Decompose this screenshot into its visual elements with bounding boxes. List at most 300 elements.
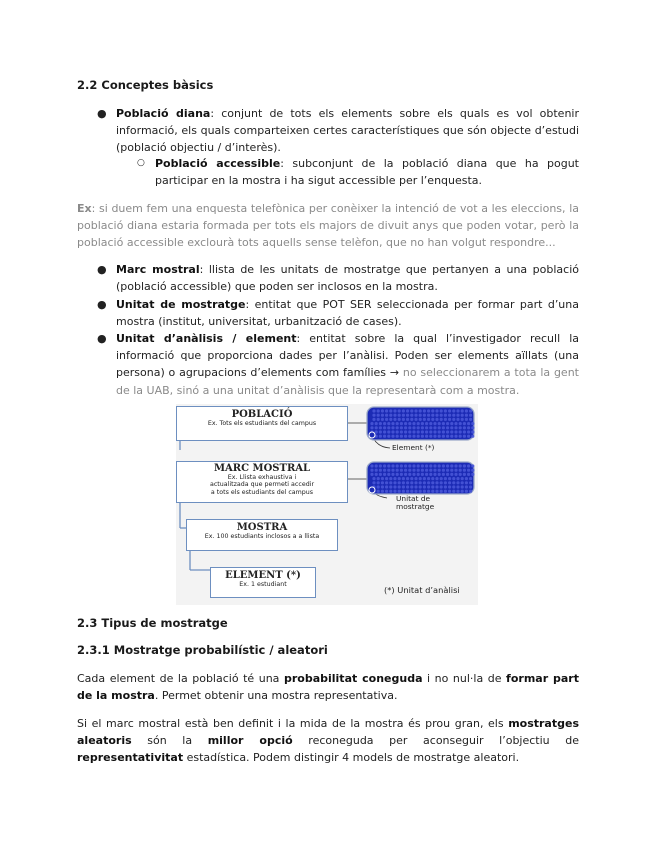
population-dot	[440, 485, 443, 488]
population-dot	[467, 469, 470, 472]
population-dot	[431, 418, 434, 421]
p1-bold-formar-part: formar part de la mostra	[77, 672, 579, 703]
population-dot	[425, 473, 428, 476]
population-dot	[433, 435, 436, 438]
population-dot	[452, 418, 455, 421]
population-dot	[410, 414, 413, 417]
population-dot	[467, 464, 470, 467]
population-dot	[419, 414, 422, 417]
box-marc-sub-3: a tots els estudiants del campus	[210, 488, 314, 496]
population-dot	[389, 481, 392, 484]
example-text: : si duem fem una enquesta telefònica per conèixer la intenció de vot a les eleccions, la població diana estaria formada per tots els majors de divuit anys que poden votar, però la població accessible exclourà tots aquells sense telèfon, que no han volgut respondre...	[77, 202, 579, 250]
population-dot	[446, 430, 449, 433]
population-dot	[391, 435, 394, 438]
bullet-icon: ●	[97, 107, 107, 120]
population-dot	[396, 473, 399, 476]
population-dot	[408, 422, 411, 425]
population-dot	[459, 473, 462, 476]
population-dot	[450, 426, 453, 429]
p1-text-d: . Permet obtenir una mostra representativa.	[154, 689, 398, 703]
population-dot	[417, 469, 420, 472]
population-dot	[435, 414, 438, 417]
population-dot	[452, 477, 455, 480]
box-mostra	[186, 519, 338, 551]
population-dot	[389, 414, 392, 417]
population-dot	[404, 435, 407, 438]
population-dot	[406, 477, 409, 480]
population-dot	[408, 426, 411, 429]
population-dot	[438, 430, 441, 433]
population-dot	[438, 464, 441, 467]
population-dot	[444, 485, 447, 488]
population-dot	[406, 409, 409, 412]
population-dot	[370, 473, 373, 476]
population-dot	[372, 409, 375, 412]
population-dot	[393, 414, 396, 417]
population-dot	[387, 430, 390, 433]
population-dot	[370, 426, 373, 429]
population-dot	[406, 485, 409, 488]
population-dot	[381, 477, 384, 480]
population-dot	[396, 422, 399, 425]
population-dot	[400, 469, 403, 472]
footnote-unitat-analisi: (*) Unitat d’anàlisi	[384, 585, 460, 595]
population-dot	[431, 485, 434, 488]
box-mostra-title: MOSTRA	[236, 522, 288, 533]
population-dot	[467, 435, 470, 438]
population-dot	[471, 464, 474, 467]
population-dot	[412, 473, 415, 476]
population-dot	[379, 464, 382, 467]
population-dot	[465, 409, 468, 412]
population-dot	[452, 485, 455, 488]
population-dot	[469, 418, 472, 421]
population-dot	[381, 481, 384, 484]
bullet-icon: ●	[97, 263, 107, 276]
population-dot	[372, 418, 375, 421]
population-dot	[456, 485, 459, 488]
population-dot	[404, 426, 407, 429]
population-dot	[383, 473, 386, 476]
population-dot	[370, 469, 373, 472]
population-dot	[414, 414, 417, 417]
population-dot	[461, 409, 464, 412]
population-dot	[404, 473, 407, 476]
population-dot	[444, 481, 447, 484]
population-dot	[454, 464, 457, 467]
population-dot	[431, 409, 434, 412]
bullet-poblacio-accessible	[155, 155, 579, 189]
population-dot	[444, 418, 447, 421]
population-dot	[387, 435, 390, 438]
population-dot	[448, 490, 451, 493]
population-dot	[419, 490, 422, 493]
population-dot	[467, 422, 470, 425]
sampling-diagram	[176, 404, 478, 605]
population-dot	[448, 409, 451, 412]
population-dot	[421, 426, 424, 429]
label-unitat-mostratge-1: Unitat de	[396, 494, 431, 503]
population-dot	[404, 464, 407, 467]
population-dot	[425, 422, 428, 425]
population-dot	[406, 490, 409, 493]
population-dot	[385, 414, 388, 417]
subsection-heading-2-3-1: 2.3.1 Mostratge probabilístic / aleatori	[77, 643, 328, 657]
population-dot	[419, 418, 422, 421]
population-dot	[421, 473, 424, 476]
population-dot	[375, 422, 378, 425]
population-dot	[387, 422, 390, 425]
population-dot	[465, 477, 468, 480]
population-dot	[469, 477, 472, 480]
population-dot	[385, 481, 388, 484]
population-dot	[370, 464, 373, 467]
population-dot	[375, 469, 378, 472]
population-dot	[400, 422, 403, 425]
box-element-sub: Ex. 1 estudiant	[239, 581, 287, 588]
population-dot	[419, 481, 422, 484]
population-dot	[412, 422, 415, 425]
p2-bold-representativitat: representativitat	[77, 751, 184, 765]
population-dot	[389, 477, 392, 480]
population-dot	[408, 430, 411, 433]
population-dot	[391, 422, 394, 425]
p2-text-e: estadística. Podem distingir 4 models de mostratge aleatori.	[183, 751, 520, 765]
population-dot	[379, 426, 382, 429]
population-dot	[450, 435, 453, 438]
population-dot	[396, 430, 399, 433]
population-dot	[442, 464, 445, 467]
population-dot	[450, 473, 453, 476]
population-dot	[442, 430, 445, 433]
population-dot	[427, 409, 430, 412]
population-dot	[450, 430, 453, 433]
population-dot	[396, 435, 399, 438]
population-dot	[381, 490, 384, 493]
population-dot	[391, 469, 394, 472]
population-dot	[385, 409, 388, 412]
population-dot	[438, 435, 441, 438]
population-dot	[461, 490, 464, 493]
term-unitat-mostratge: Unitat de mostratge	[116, 298, 246, 311]
population-dot	[440, 409, 443, 412]
population-dot	[446, 422, 449, 425]
population-dot	[427, 481, 430, 484]
population-dot	[465, 418, 468, 421]
population-dot	[402, 418, 405, 421]
population-dot	[398, 490, 401, 493]
population-dot	[402, 414, 405, 417]
example-label: Ex	[77, 202, 92, 215]
population-dot	[383, 469, 386, 472]
population-dot	[448, 485, 451, 488]
population-dot	[408, 464, 411, 467]
population-dot	[381, 418, 384, 421]
population-dot	[459, 422, 462, 425]
population-dot	[456, 490, 459, 493]
population-dot	[440, 418, 443, 421]
population-dot	[435, 418, 438, 421]
population-dot	[471, 473, 474, 476]
population-dot	[398, 409, 401, 412]
population-dot	[408, 435, 411, 438]
bullet-marc-mostral	[116, 261, 579, 295]
population-dot	[389, 485, 392, 488]
population-dot	[433, 469, 436, 472]
population-dot	[471, 430, 474, 433]
element-dot	[369, 432, 375, 438]
population-dot	[438, 422, 441, 425]
population-dot	[454, 430, 457, 433]
population-dot	[429, 422, 432, 425]
population-dot	[408, 473, 411, 476]
population-dot	[459, 469, 462, 472]
population-dot	[387, 464, 390, 467]
population-dot	[402, 409, 405, 412]
population-dot	[412, 464, 415, 467]
population-dot	[417, 426, 420, 429]
example-paragraph	[77, 200, 579, 252]
population-dot	[410, 490, 413, 493]
population-dot	[423, 477, 426, 480]
population-dot	[452, 414, 455, 417]
p1-text-a: Cada element de la població té una	[77, 672, 284, 685]
section-heading-2-3: 2.3 Tipus de mostratge	[77, 616, 228, 630]
population-dot	[398, 485, 401, 488]
population-dot	[412, 430, 415, 433]
population-dot	[389, 418, 392, 421]
population-dot	[412, 435, 415, 438]
def-unitat-analisi-gray: no seleccionarem a tota la gent de la UAB, sinó a una unitat d’anàlisis que la representarà com a mostra.	[116, 366, 579, 397]
population-dot	[427, 490, 430, 493]
p2-text-d: reconeguda per aconseguir l’objectiu de	[292, 734, 579, 748]
population-dot	[375, 430, 378, 433]
box-marc-mostral	[176, 461, 348, 503]
population-dot	[383, 435, 386, 438]
population-dot	[375, 473, 378, 476]
box-marc-sub-1: Ex. Llista exhaustiva i	[227, 474, 297, 481]
population-dot	[383, 430, 386, 433]
population-dot	[433, 464, 436, 467]
population-dot	[442, 426, 445, 429]
population-dot	[438, 426, 441, 429]
population-dot	[456, 409, 459, 412]
box-marc-title: MARC MOSTRAL	[213, 463, 311, 474]
population-dot	[377, 409, 380, 412]
population-dot	[463, 473, 466, 476]
population-dot	[383, 464, 386, 467]
p2-bold-millor-opcio: millor opció	[207, 734, 293, 748]
population-dot	[423, 485, 426, 488]
population-dot	[391, 464, 394, 467]
population-dot	[385, 477, 388, 480]
population-dot	[393, 477, 396, 480]
population-dot	[446, 464, 449, 467]
population-dot	[444, 409, 447, 412]
population-dot	[406, 414, 409, 417]
p1-text-c: i no nul·la de	[422, 672, 507, 685]
population-dot	[425, 426, 428, 429]
label-element: Element (*)	[392, 443, 435, 452]
population-dot	[385, 490, 388, 493]
population-dot	[402, 490, 405, 493]
population-dot	[433, 473, 436, 476]
population-dot	[448, 481, 451, 484]
population-dot	[393, 418, 396, 421]
population-dot	[463, 422, 466, 425]
population-dot	[410, 481, 413, 484]
sub-bullet-icon: ○	[137, 158, 145, 168]
population-dot	[375, 464, 378, 467]
population-dot	[456, 418, 459, 421]
population-dot	[398, 414, 401, 417]
term-marc-mostral: Marc mostral	[116, 263, 200, 276]
population-dot	[469, 409, 472, 412]
population-dot	[463, 430, 466, 433]
arrow-icon: →	[389, 366, 400, 380]
population-dot	[423, 490, 426, 493]
population-dot	[370, 422, 373, 425]
population-dot	[440, 481, 443, 484]
population-dot	[471, 469, 474, 472]
population-dot	[431, 414, 434, 417]
population-dot	[465, 481, 468, 484]
population-dot	[410, 409, 413, 412]
population-dot	[379, 422, 382, 425]
population-dot	[379, 435, 382, 438]
p2-bold-mostratges: mostratges aleatoris	[77, 717, 579, 748]
population-dot	[442, 469, 445, 472]
label-unitat-mostratge-2: mostratge	[396, 502, 435, 511]
population-dot	[377, 477, 380, 480]
population-dot	[377, 414, 380, 417]
p2-text-a: Si el marc mostral està ben definit i la mida de la mostra és prou gran, els	[77, 717, 509, 730]
population-dot	[404, 422, 407, 425]
population-dot	[429, 473, 432, 476]
population-dot	[398, 477, 401, 480]
box-poblacio	[176, 406, 348, 441]
population-dot	[469, 490, 472, 493]
population-dot	[469, 485, 472, 488]
population-dot	[435, 485, 438, 488]
population-dot	[410, 477, 413, 480]
population-dot	[454, 469, 457, 472]
population-dot	[375, 426, 378, 429]
population-dot	[396, 464, 399, 467]
population-dot	[454, 473, 457, 476]
population-dot	[459, 426, 462, 429]
population-dot	[471, 422, 474, 425]
population-dot	[387, 469, 390, 472]
population-dot	[412, 426, 415, 429]
population-dot	[417, 430, 420, 433]
population-dot	[402, 477, 405, 480]
population-dot	[431, 481, 434, 484]
box-element-title: ELEMENT (*)	[225, 570, 301, 581]
population-dot	[448, 477, 451, 480]
population-dot	[417, 435, 420, 438]
population-dot	[421, 422, 424, 425]
population-dot	[450, 422, 453, 425]
population-dot	[423, 414, 426, 417]
population-dot	[396, 426, 399, 429]
population-dot	[396, 469, 399, 472]
population-dot	[387, 473, 390, 476]
population-dot	[448, 414, 451, 417]
def-marc-mostral: : llista de les unitats de mostratge que pertanyen a una població (població accessible) que poden ser inclosos en la mostra.	[116, 263, 580, 294]
population-dot	[404, 469, 407, 472]
population-dot	[414, 477, 417, 480]
population-dot	[459, 435, 462, 438]
def-poblacio-diana: : conjunt de tots els elements sobre els quals es vol obtenir informació, els quals comparteixen certes característiques que són objecte d’estudi (població objectiu / d’interès).	[116, 107, 579, 155]
population-dot	[419, 485, 422, 488]
population-dot	[410, 485, 413, 488]
population-dot	[383, 422, 386, 425]
population-dot	[438, 473, 441, 476]
population-dot	[419, 477, 422, 480]
population-dot	[467, 426, 470, 429]
population-dot	[423, 418, 426, 421]
population-dot	[398, 481, 401, 484]
population-dot	[421, 435, 424, 438]
population-dot	[461, 414, 464, 417]
population-dot	[377, 485, 380, 488]
population-dot	[421, 469, 424, 472]
term-unitat-analisi: Unitat d’anàlisis / element	[116, 332, 297, 345]
bullet-unitat-mostratge	[116, 296, 579, 330]
population-dot	[385, 418, 388, 421]
population-dot	[417, 422, 420, 425]
population-dot	[429, 469, 432, 472]
population-dot	[440, 477, 443, 480]
def-unitat-mostratge: : entitat que POT SER seleccionada per formar part d’una mostra (institut, universitat, urbanització de cases).	[116, 298, 579, 329]
population-dot	[444, 490, 447, 493]
population-dot	[459, 464, 462, 467]
population-dot	[391, 430, 394, 433]
population-dot	[379, 473, 382, 476]
population-dot	[372, 481, 375, 484]
population-dot	[385, 485, 388, 488]
bullet-icon: ●	[97, 332, 107, 345]
population-dot	[414, 409, 417, 412]
population-dot	[450, 469, 453, 472]
population-dot	[414, 481, 417, 484]
population-dot	[393, 485, 396, 488]
population-dot	[471, 435, 474, 438]
box-poblacio-title: POBLACIÓ	[231, 409, 293, 420]
population-dot	[372, 477, 375, 480]
box-mostra-sub: Ex. 100 estudiants inclosos a a llista	[204, 533, 320, 540]
population-dot	[425, 464, 428, 467]
box-marc-sub-2: actualitzada que permeti accedir	[209, 481, 315, 489]
population-dot	[452, 490, 455, 493]
population-dot	[429, 430, 432, 433]
population-dot	[431, 490, 434, 493]
population-dot	[400, 473, 403, 476]
bullet-poblacio-diana	[116, 105, 579, 157]
population-dot	[459, 430, 462, 433]
population-dot	[381, 409, 384, 412]
population-dot	[389, 490, 392, 493]
population-dot	[414, 418, 417, 421]
population-dot	[406, 418, 409, 421]
population-dot	[393, 481, 396, 484]
population-dot	[412, 469, 415, 472]
population-dot	[433, 426, 436, 429]
population-dot	[379, 430, 382, 433]
population-dot	[377, 490, 380, 493]
population-dot	[456, 477, 459, 480]
